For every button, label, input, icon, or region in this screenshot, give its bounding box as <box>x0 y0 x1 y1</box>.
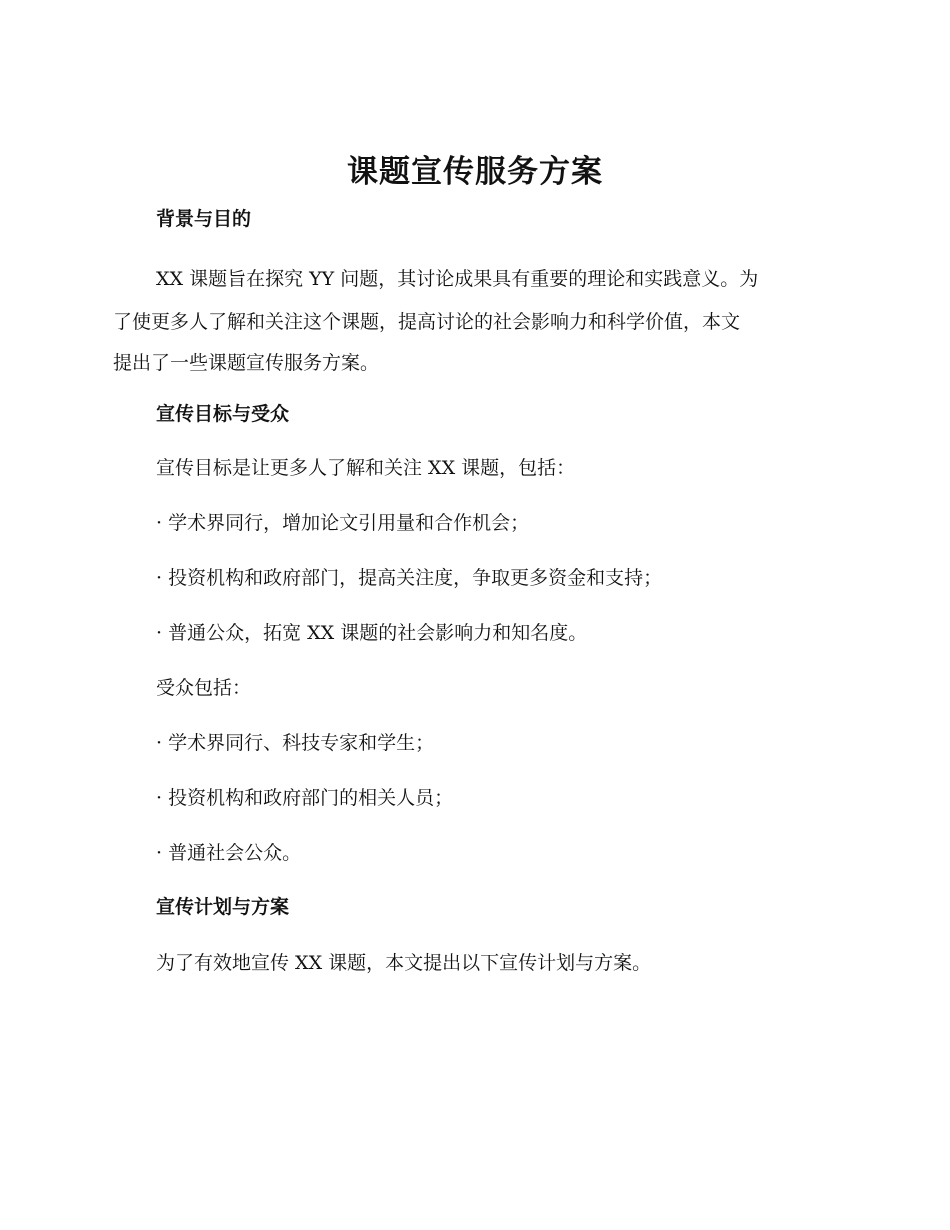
audience-item: · 普通社会公众。 <box>156 842 302 864</box>
audience-intro: 受众包括： <box>156 677 252 699</box>
paragraph-line: XX 课题旨在探究 YY 问题，其讨论成果具有重要的理论和实践意义。为 <box>156 268 759 290</box>
paragraph-line: 提出了一些课题宣传服务方案。 <box>113 352 380 374</box>
background-paragraph <box>113 257 837 386</box>
section-heading-background: 背景与目的 <box>156 208 252 230</box>
document-page <box>113 0 837 1230</box>
goals-intro: 宣传目标是让更多人了解和关注 XX 课题，包括： <box>156 457 576 479</box>
audience-item: · 学术界同行、科技专家和学生； <box>156 732 435 754</box>
document-title: 课题宣传服务方案 <box>347 154 603 190</box>
audience-item: · 投资机构和政府部门的相关人员； <box>156 787 454 809</box>
goal-item: · 普通公众，拓宽 XX 课题的社会影响力和知名度。 <box>156 622 588 644</box>
section-heading-plan: 宣传计划与方案 <box>156 896 290 918</box>
goal-item: · 学术界同行，增加论文引用量和合作机会； <box>156 512 530 534</box>
section-heading-goals: 宣传目标与受众 <box>156 403 290 425</box>
goal-item: · 投资机构和政府部门，提高关注度，争取更多资金和支持； <box>156 567 663 589</box>
paragraph-line: 了使更多人了解和关注这个课题，提高讨论的社会影响力和科学价值，本文 <box>113 311 741 333</box>
plan-intro: 为了有效地宣传 XX 课题，本文提出以下宣传计划与方案。 <box>156 952 652 974</box>
